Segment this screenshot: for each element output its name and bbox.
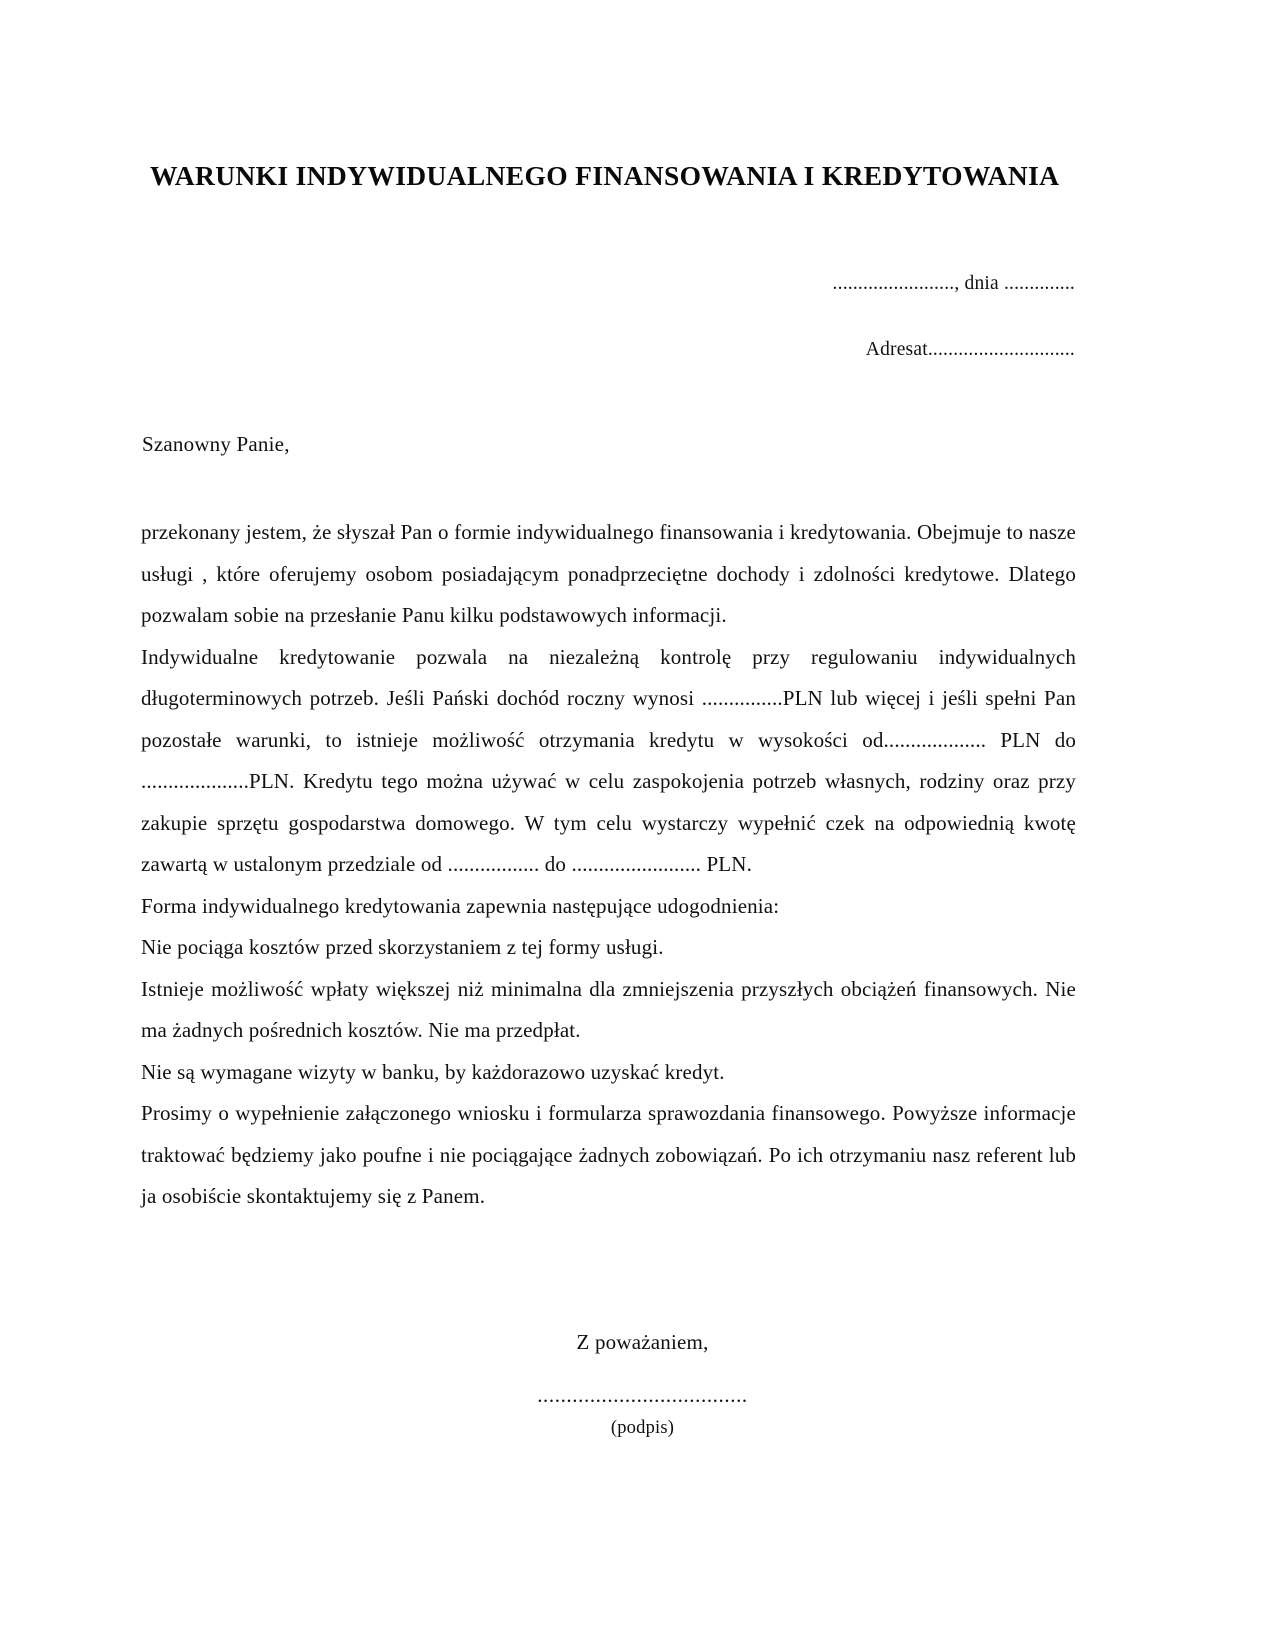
page-title: WARUNKI INDYWIDUALNEGO FINANSOWANIA I KREDYTOWANIA — [150, 160, 1060, 191]
addressee-placeholder-line: Adresat............................. — [865, 339, 1075, 361]
body-paragraph-3: Forma indywidualnego kredytowania zapewnia następujące udogodnienia: — [141, 893, 780, 918]
body-paragraph-5: Istnieje możliwość wpłaty większej niż minimalna dla zmniejszenia przyszłych obciążeń finansowych. Nie ma żadnych pośrednich kosztów. Nie ma przedpłat. — [141, 976, 1076, 1042]
signature-caption: (podpis) — [610, 1418, 675, 1438]
date-placeholder-line: ........................, dnia .............. — [832, 273, 1075, 294]
body-paragraph-4: Nie pociąga kosztów przed skorzystaniem z tej formy usługi. — [141, 935, 664, 959]
body-paragraph-1: przekonany jestem, że słyszał Pan o formie indywidualnego finansowania i kredytowania. Obejmuje to nasze usługi , które oferujemy osobom posiadającym ponadprzeciętne dochody i zdolności kredytowe. Dlatego pozwalam sobie na przesłanie Panu kilku podstawowych informacji. — [141, 520, 1076, 627]
letter-body — [141, 512, 1076, 1218]
signature-line: .................................... — [537, 1383, 748, 1407]
letter-meta-block — [600, 272, 1075, 363]
body-paragraph-7: Prosimy o wypełnienie załączonego wniosku i formularza sprawozdania finansowego. Powyższe informacje traktować będziemy jako poufne i nie pociągające żadnych zobowiązań. Po ich otrzymaniu nasz referent lub ja osobiście skontaktujemy się z Panem. — [141, 1101, 1076, 1208]
body-paragraph-6: Nie są wymagane wizyty w banku, by każdorazowo uzyskać kredyt. — [141, 1059, 725, 1084]
closing-regards: Z poważaniem, — [576, 1330, 709, 1354]
body-paragraph-2: Indywidualne kredytowanie pozwala na niezależną kontrolę przy regulowaniu indywidualnych długoterminowych potrzeb. Jeśli Pański dochód roczny wynosi ...............PLN lub więcej i jeśli spełni Pan pozostałe warunki, to istnieje możliwość otrzymania kredytu w wysokości od................... PLN do ....................PLN. Kredytu tego można używać w celu zaspokojenia potrzeb własnych, rodziny oraz przy zakupie sprzętu gospodarstwa domowego. W tym celu wystarczy wypełnić czek na odpowiednią kwotę zawartą w ustalonym przedziale od ................. do ........................ PLN. — [141, 644, 1076, 876]
closing-block — [0, 1330, 1275, 1439]
salutation: Szanowny Panie, — [142, 432, 290, 456]
